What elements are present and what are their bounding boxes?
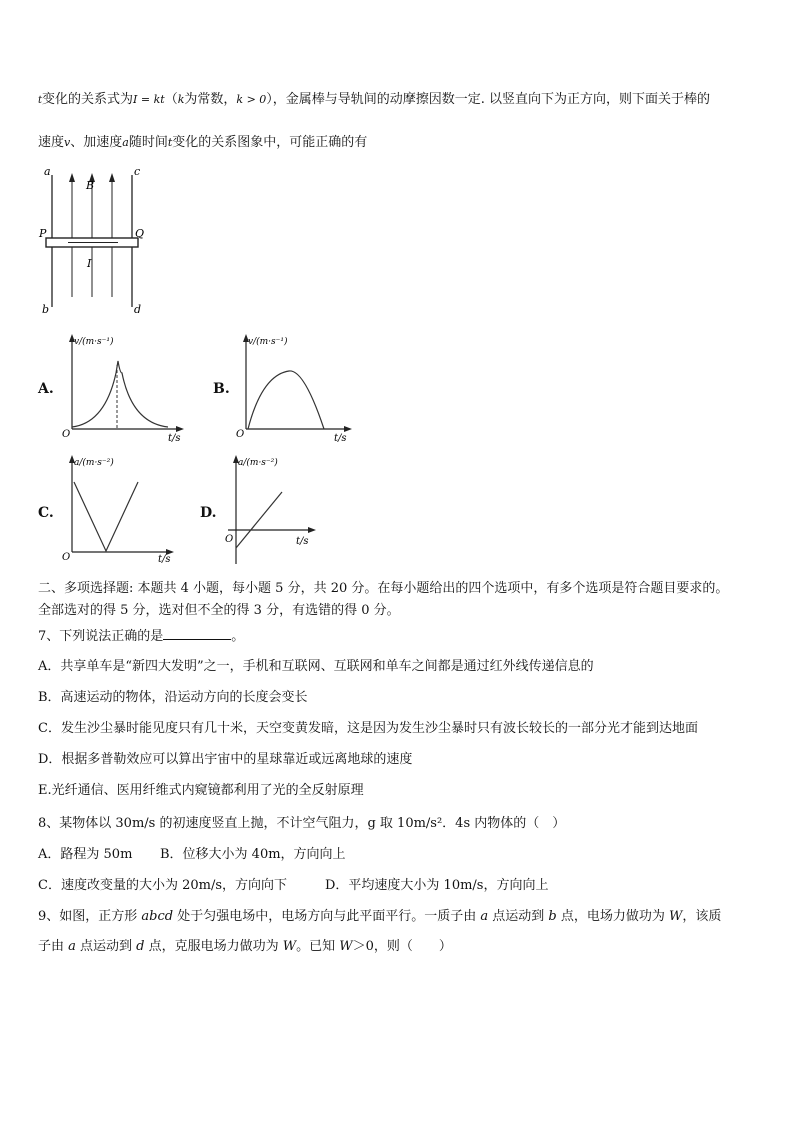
xlabel-b: t/s <box>334 433 347 444</box>
xlabel-a: t/s <box>168 433 181 444</box>
var-t: t <box>167 136 173 149</box>
q7-option-b: B．高速运动的物体，沿运动方向的长度会变长 <box>38 690 308 705</box>
q7-option-a: A．共享单车是“新四大发明”之一，手机和互联网、互联网和单车之间都是通过红外线传递信息的 <box>38 659 594 674</box>
q9-text: 处于匀强电场中，电场方向与此平面平行。一质子由 <box>173 909 481 924</box>
section-2-line-1: 二、多项选择题: 本题共 4 小题，每小题 5 分，共 20 分。在每小题给出的四个选项中，有多个选项是符合题目要求的。 <box>38 581 729 596</box>
graph-a <box>60 333 190 443</box>
work-W: W <box>282 939 297 954</box>
q6-text: ），金属棒与导轨间的动摩擦因数一定. 以竖直向下为正方向，则下面关于棒的 <box>266 92 711 107</box>
label-b: b <box>42 303 50 316</box>
q8-option-a: A．路程为 50m <box>38 847 133 862</box>
q7-stem-end: 。 <box>231 629 245 644</box>
q6-text: 变化的关系式为 <box>42 92 134 107</box>
q9-text: ＞0，则（ ） <box>352 939 452 954</box>
formula: I = kt <box>133 93 165 106</box>
curve-d <box>236 492 282 548</box>
q9-text: 子由 <box>38 939 69 954</box>
origin-a: O <box>62 429 71 440</box>
option-a-label: A. <box>38 381 54 397</box>
q7-stem-text: 7、下列说法正确的是 <box>38 629 164 644</box>
label-c: c <box>134 165 141 178</box>
q9-line-2 <box>38 935 452 954</box>
q6-text: （ <box>164 92 178 107</box>
q9-text: 。已知 <box>296 939 340 954</box>
square-abcd: abcd <box>141 909 174 924</box>
rail-figure <box>38 165 148 315</box>
ylabel-b: v/(m·s⁻¹) <box>248 337 288 347</box>
q6-line-1 <box>38 88 710 107</box>
graph-c <box>60 452 185 567</box>
q6-text: 、加速度 <box>70 135 123 150</box>
q8-option-b: B．位移大小为 40m，方向向上 <box>160 847 346 862</box>
work-W: W <box>339 939 353 954</box>
ylabel-c: a/(m·s⁻²) <box>74 458 114 468</box>
q9-text: 点运动到 <box>75 939 137 954</box>
option-b-label: B. <box>213 381 230 397</box>
point-a: a <box>68 939 76 954</box>
field-arrow-3 <box>109 173 115 182</box>
work-W: W <box>668 909 683 924</box>
xlabel-d: t/s <box>296 536 309 547</box>
origin-d: O <box>225 534 234 545</box>
point-a: a <box>480 909 489 924</box>
curve-b <box>248 371 324 429</box>
graph-b <box>234 333 364 443</box>
q6-text: 为常数， <box>184 92 237 107</box>
condition: k > 0 <box>236 93 267 106</box>
var-v: v <box>64 136 71 149</box>
var-t: t <box>38 95 43 106</box>
label-I: I <box>87 257 92 270</box>
var-k: k <box>177 93 185 106</box>
label-d: d <box>134 303 142 316</box>
q9-text: 点运动到 <box>488 909 549 924</box>
q9-line-1 <box>38 905 721 924</box>
ylabel-a: v/(m·s⁻¹) <box>74 337 114 347</box>
label-B: B <box>86 179 95 192</box>
q6-text: 随时间 <box>128 135 168 150</box>
q7-option-c: C．发生沙尘暴时能见度只有几十米，天空变黄发暗，这是因为发生沙尘暴时只有波长较长的一部分光才能到达地面 <box>38 721 698 736</box>
origin-c: O <box>62 552 71 563</box>
point-b: b <box>548 909 557 924</box>
q8-option-d: D．平均速度大小为 10m/s，方向向上 <box>325 878 549 893</box>
curve-c <box>74 482 138 551</box>
ylabel-d: a/(m·s⁻²) <box>238 458 278 468</box>
q7-option-e: E.光纤通信、医用纤维式内窥镜都利用了光的全反射原理 <box>38 783 364 798</box>
q8-stem: 8、某物体以 30m/s 的初速度竖直上抛，不计空气阻力，g 取 10m/s²．4s 内物体的（ ） <box>38 816 566 831</box>
q7-option-d: D．根据多普勒效应可以算出宇宙中的星球靠近或远离地球的速度 <box>38 752 413 767</box>
q9-text: ，该质 <box>682 909 722 924</box>
q9-text: 点，电场力做功为 <box>556 909 669 924</box>
var-a: a <box>122 136 129 149</box>
q6-line-2 <box>38 131 367 150</box>
q6-text: 变化的关系图象中，可能正确的有 <box>172 135 368 150</box>
xlabel-c: t/s <box>158 554 171 565</box>
option-d-label: D. <box>200 505 217 521</box>
curve-a <box>72 361 168 427</box>
origin-b: O <box>236 429 245 440</box>
point-d: d <box>136 939 145 954</box>
q7-stem <box>38 625 244 644</box>
section-2-line-2: 全部选对的得 5 分，选对但不全的得 3 分，有选错的得 0 分。 <box>38 603 400 618</box>
answer-blank <box>163 626 231 640</box>
label-Q: Q <box>135 227 145 240</box>
q6-text: 速度 <box>38 135 65 150</box>
graph-d <box>222 452 332 567</box>
label-a: a <box>44 165 51 178</box>
q8-option-c: C．速度改变量的大小为 20m/s，方向向下 <box>38 878 287 893</box>
q9-text: 点，克服电场力做功为 <box>144 939 283 954</box>
label-P: P <box>39 227 47 240</box>
q9-text: 9、如图，正方形 <box>38 909 142 924</box>
field-arrow-1 <box>69 173 75 182</box>
option-c-label: C. <box>38 505 54 521</box>
